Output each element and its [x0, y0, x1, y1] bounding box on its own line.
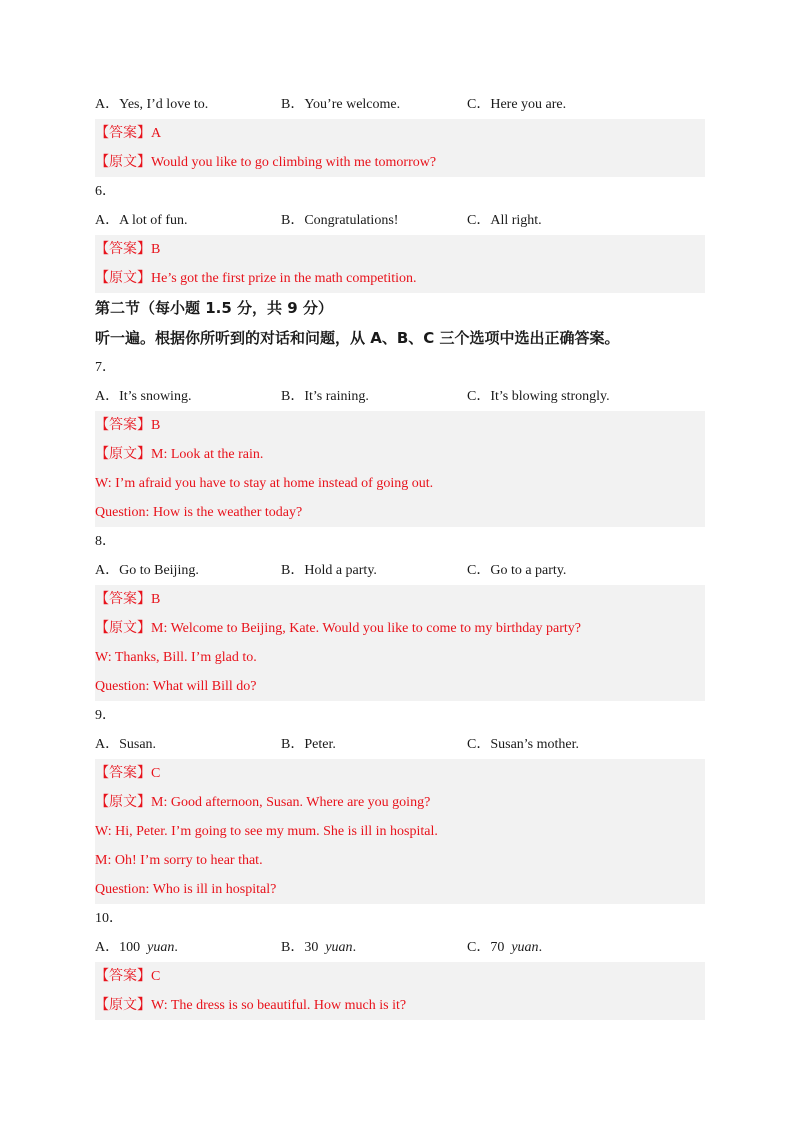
q6-option-b: B．Congratulations!: [281, 213, 399, 228]
q9-transcript-line: M: Oh! I’m sorry to hear that.: [95, 853, 263, 868]
q10-option-c-amount: C．70: [467, 940, 505, 955]
q8-option-a: A．Go to Beijing.: [95, 563, 199, 578]
q6-answer: 【答案】B: [95, 242, 161, 257]
section-instruction: 听一遍。根据你所听到的对话和问题，从 A、B、C 三个选项中选出正确答案。: [95, 329, 620, 347]
q9-options: [95, 730, 705, 759]
q7-number: 7．: [95, 360, 116, 375]
q7-options: [95, 382, 705, 411]
q8-transcript-line: W: Thanks, Bill. I’m glad to.: [95, 650, 257, 665]
q7-option-a: A．It’s snowing.: [95, 389, 192, 404]
q10-option-b: [281, 933, 467, 962]
q10-option-b-amount: B．30: [281, 940, 319, 955]
q8-option-c: C．Go to a party.: [467, 563, 567, 578]
q9-transcript-line: 【原文】M: Good afternoon, Susan. Where are you going?: [95, 795, 431, 810]
q5-option-b: B．You’re welcome.: [281, 97, 401, 112]
q7-transcript-line: Question: How is the weather today?: [95, 505, 303, 520]
q9-option-b: B．Peter.: [281, 737, 336, 752]
q10-options: [95, 933, 705, 962]
q10-option-a-amount: A．100: [95, 940, 141, 955]
q7-transcript-line: W: I’m afraid you have to stay at home instead of going out.: [95, 476, 434, 491]
q8-number: 8．: [95, 534, 116, 549]
q5-transcript-line: 【原文】Would you like to go climbing with me tomorrow?: [95, 155, 437, 170]
q9-answer-box: [95, 759, 705, 904]
q7-answer: 【答案】B: [95, 418, 161, 433]
q8-option-b: B．Hold a party.: [281, 563, 377, 578]
q6-number: 6．: [95, 184, 116, 199]
q10-option-c-unit: yuan: [511, 940, 539, 955]
q6-answer-box: [95, 235, 705, 293]
q10-number: 10．: [95, 911, 123, 926]
q9-option-a: A．Susan.: [95, 737, 157, 752]
q8-answer-box: [95, 585, 705, 701]
q8-transcript-line: Question: What will Bill do?: [95, 679, 257, 694]
q5-option-a: A．Yes, I’d love to.: [95, 97, 209, 112]
q6-option-a: A．A lot of fun.: [95, 213, 188, 228]
q6-options: [95, 206, 705, 235]
section-title: 第二节（每小题 1.5 分，共 9 分）: [95, 299, 333, 317]
q10-option-b-unit: yuan: [325, 940, 353, 955]
q9-number: 9．: [95, 708, 116, 723]
q7-answer-box: [95, 411, 705, 527]
q10-option-a-period: .: [174, 940, 178, 955]
q8-answer: 【答案】B: [95, 592, 161, 607]
q10-option-b-period: .: [352, 940, 357, 955]
q10-option-a: [95, 933, 281, 962]
q7-option-b: B．It’s raining.: [281, 389, 369, 404]
q10-option-a-unit: yuan: [147, 940, 175, 955]
q10-option-c-period: .: [538, 940, 543, 955]
q10-answer-box: [95, 962, 705, 1020]
q8-transcript-line: 【原文】M: Welcome to Beijing, Kate. Would you like to come to my birthday party?: [95, 621, 581, 636]
q5-answer-box: [95, 119, 705, 177]
q9-answer: 【答案】C: [95, 766, 161, 781]
q5-answer: 【答案】A: [95, 126, 162, 141]
q5-options: [95, 90, 705, 119]
q10-transcript-line: 【原文】W: The dress is so beautiful. How much is it?: [95, 998, 407, 1013]
q7-option-c: C．It’s blowing strongly.: [467, 389, 610, 404]
q9-transcript-line: Question: Who is ill in hospital?: [95, 882, 277, 897]
page-content: [95, 90, 705, 1020]
q10-option-c: [467, 933, 542, 962]
q10-answer: 【答案】C: [95, 969, 161, 984]
q9-transcript-line: W: Hi, Peter. I’m going to see my mum. She is ill in hospital.: [95, 824, 438, 839]
q7-transcript-line: 【原文】M: Look at the rain.: [95, 447, 264, 462]
q6-option-c: C．All right.: [467, 213, 542, 228]
q5-option-c: C．Here you are.: [467, 97, 567, 112]
q9-option-c: C．Susan’s mother.: [467, 737, 580, 752]
q6-transcript-line: 【原文】He’s got the first prize in the math competition.: [95, 271, 417, 286]
q8-options: [95, 556, 705, 585]
